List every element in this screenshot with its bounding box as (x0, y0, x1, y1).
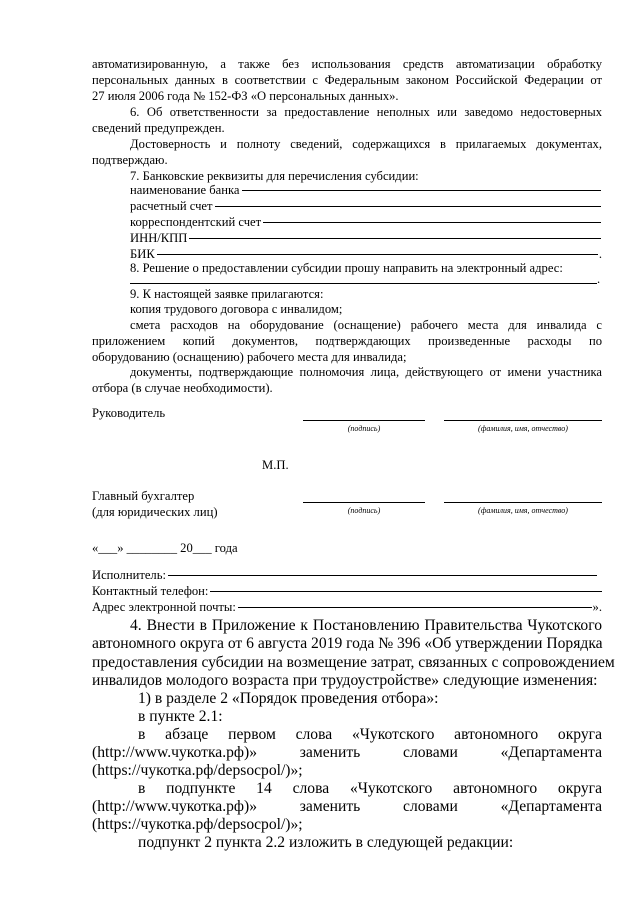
account-field[interactable] (130, 199, 602, 214)
item-6-line-2: сведений предупрежден. (92, 121, 225, 135)
head-signature-line[interactable] (303, 420, 425, 421)
bank-name-input-line[interactable] (242, 190, 601, 191)
amend-a1-line-3: (https://чукотка.рф/depsocpol/)»; (92, 762, 303, 779)
confirmation-line-2: подтверждаю. (92, 153, 168, 167)
inn-kpp-input-line[interactable] (189, 238, 601, 239)
email-label: Адрес электронной почты: (92, 600, 236, 614)
amend-a2-line-1: в подпункте 14 слова «Чукотского автономного округа (138, 780, 602, 797)
attachment-item-3-line-1: документы, подтверждающие полномочия лица, действующего от имени участника (130, 365, 602, 379)
email-field[interactable]: Адрес электронной почты: ». (92, 600, 602, 614)
attachment-item-2-line-1: смета расходов на оборудование (оснащение) рабочего места для инвалида с (130, 318, 602, 332)
inn-kpp-label: ИНН/КПП (130, 231, 188, 245)
consent-line-1: автоматизированную, а также без использования средств автоматизации обработку (92, 57, 602, 71)
phone-label: Контактный телефон: (92, 584, 209, 598)
executor-field[interactable] (92, 568, 597, 583)
bank-name-field[interactable] (130, 183, 602, 198)
corr-account-field[interactable] (130, 215, 602, 230)
chief-accountant-label: Главный бухгалтер (92, 489, 195, 503)
head-label: Руководитель (92, 406, 166, 420)
chief-accountant-name-hint: (фамилия, имя, отчество) (478, 506, 568, 515)
attachment-item-2-line-2: приложением копий документов, подтверждающих произведенные расходы по (92, 334, 602, 348)
chief-accountant-note: (для юридических лиц) (92, 505, 218, 519)
attachments-title: 9. К настоящей заявке прилагаются: (130, 287, 324, 301)
amend-clause-2-1: в пункте 2.1: (138, 708, 223, 725)
bik-field[interactable]: БИК . (130, 247, 602, 261)
head-name-hint: (фамилия, имя, отчество) (478, 424, 568, 433)
amend-p4-line-4: инвалидов молодого возраста при трудоустройстве» следующие изменения: (92, 672, 598, 689)
amend-a1-line-1: в абзаце первом слова «Чукотского автономного округа (138, 726, 602, 743)
consent-line-3: 27 июля 2006 года № 152-ФЗ «О персональных данных». (92, 89, 399, 103)
bank-details-title: 7. Банковские реквизиты для перечисления субсидии: (130, 169, 419, 183)
executor-input-line[interactable] (168, 575, 597, 576)
amend-section-2: подпункт 2 пункта 2.2 изложить в следующей редакции: (138, 834, 514, 851)
stamp-place: М.П. (262, 458, 289, 472)
email-decision-tail: . (597, 272, 601, 286)
bik-label: БИК (130, 247, 155, 261)
email-input-line[interactable] (238, 607, 592, 608)
attachment-item-3-line-2: отбора (в случае необходимости). (92, 381, 273, 395)
amend-a2-line-2: (http://www.чукотка.рф)» заменить словами «Департамента (92, 798, 602, 815)
chief-accountant-name-line[interactable] (444, 502, 602, 503)
chief-accountant-signature-line[interactable] (303, 502, 425, 503)
item-6-line-1: 6. Об ответственности за предоставление неполных или заведомо недостоверных (130, 105, 602, 119)
account-input-line[interactable] (215, 206, 601, 207)
email-decision-input-line[interactable] (130, 283, 597, 284)
attachment-item-2-line-3: оборудованию (оснащению) рабочего места для инвалида; (92, 350, 407, 364)
phone-input-line[interactable] (210, 591, 602, 592)
attachment-item-1: копия трудового договора с инвалидом; (130, 302, 343, 316)
phone-field[interactable] (92, 584, 602, 599)
chief-accountant-signature-hint: (подпись) (347, 506, 381, 515)
bik-input-line[interactable] (157, 254, 598, 255)
email-decision-label: 8. Решение о предоставлении субсидии прошу направить на электронный адрес: (130, 261, 563, 275)
inn-kpp-field[interactable] (130, 231, 602, 246)
amend-a2-line-3: (https://чукотка.рф/depsocpol/)»; (92, 816, 303, 833)
consent-line-2: персональных данных в соответствии с Федеральным законом Российской Федерации от (92, 73, 602, 87)
amend-p4-line-2: автономного округа от 6 августа 2019 года № 396 «Об утверждении Порядка (92, 635, 603, 652)
bank-name-label: наименование банка (130, 183, 240, 197)
corr-account-input-line[interactable] (263, 222, 601, 223)
amend-section-1: 1) в разделе 2 «Порядок проведения отбора»: (138, 690, 439, 707)
date-line[interactable]: «___» ________ 20___ года (92, 541, 238, 555)
corr-account-label: корреспондентский счет (130, 215, 262, 229)
amend-p4-line-1: 4. Внести в Приложение к Постановлению Правительства Чукотского (130, 617, 602, 634)
head-name-line[interactable] (444, 420, 602, 421)
confirmation-line-1: Достоверность и полноту сведений, содержащихся в прилагаемых документах, (130, 137, 602, 151)
amend-p4-line-3: предоставления субсидии на возмещение затрат, связанных с сопровождением (92, 654, 615, 671)
head-signature-hint: (подпись) (347, 424, 381, 433)
executor-label: Исполнитель: (92, 568, 166, 582)
amend-a1-line-2: (http://www.чукотка.рф)» заменить словами «Департамента (92, 744, 602, 761)
account-label: расчетный счет (130, 199, 213, 213)
